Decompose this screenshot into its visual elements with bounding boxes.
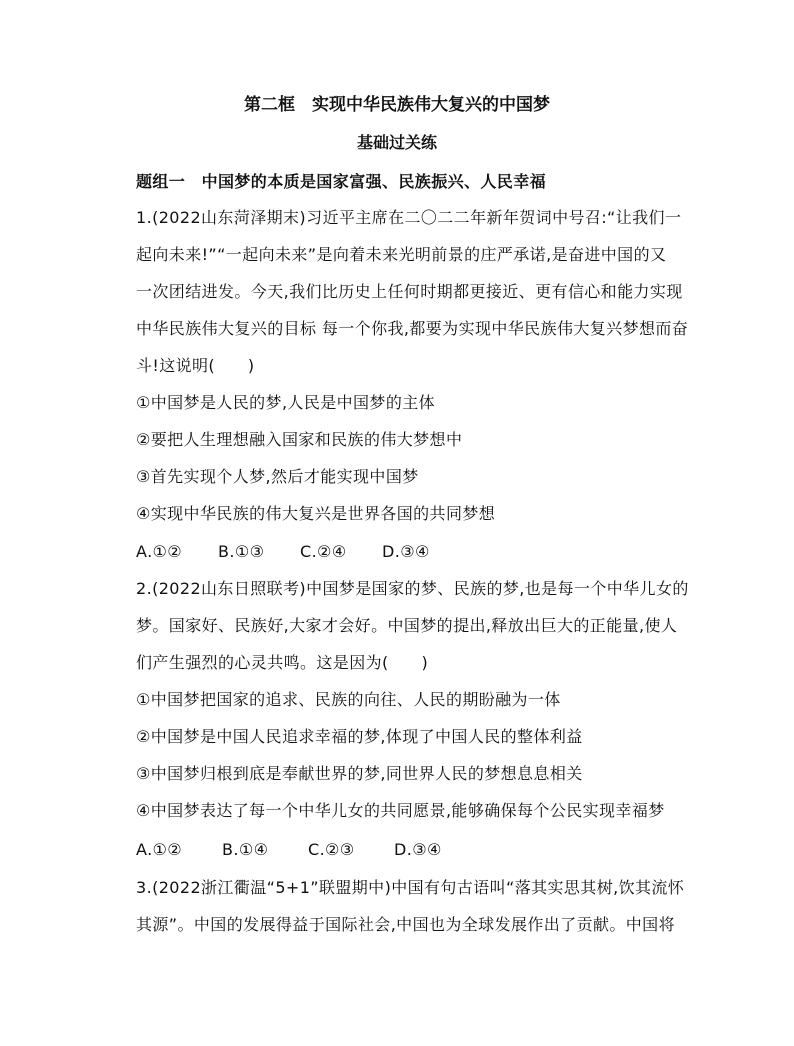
question-1-line: 中华民族伟大复兴的目标 每一个你我,都要为实现中华民族伟大复兴梦想而奋 (136, 319, 689, 338)
option-b[interactable]: B.①④ (222, 840, 269, 859)
question-2-statement: ①中国梦把国家的追求、民族的向往、人民的期盼融为一体 (136, 690, 561, 709)
question-3-line: 其源”。中国的发展得益于国际社会,中国也为全球发展作出了贡献。中国将 (136, 915, 675, 934)
question-1-options (136, 541, 464, 563)
question-1-statement: ①中国梦是人民的梦,人民是中国梦的主体 (136, 393, 436, 412)
question-1-statement: ③首先实现个人梦,然后才能实现中国梦 (136, 467, 419, 486)
question-1-statement: ②要把人生理想融入国家和民族的伟大梦想中 (136, 430, 463, 449)
question-3-line: 3.(2022浙江衢温“5+1”联盟期中)中国有句古语叫“落其实思其树,饮其流怀 (136, 878, 685, 897)
practice-subtitle: 基础过关练 (356, 133, 437, 152)
question-2-statement: ③中国梦归根到底是奉献世界的梦,同世界人民的梦想息息相关 (136, 764, 583, 783)
question-2-line: 2.(2022山东日照联考)中国梦是国家的梦、民族的梦,也是每一个中华儿女的 (136, 579, 689, 598)
question-1-line: 斗!这说明( ) (136, 356, 255, 375)
group-heading: 题组一 中国梦的本质是国家富强、民族振兴、人民幸福 (136, 172, 547, 191)
option-c[interactable]: C.②④ (300, 542, 347, 561)
option-d[interactable]: D.③④ (394, 840, 442, 859)
question-2-statement: ②中国梦是中国人民追求幸福的梦,体现了中国人民的整体利益 (136, 727, 583, 746)
option-c[interactable]: C.②③ (308, 840, 355, 859)
option-d[interactable]: D.③④ (382, 542, 430, 561)
question-2-line: 们产生强烈的心灵共鸣。这是因为( ) (136, 653, 429, 672)
section-title: 第二框 实现中华民族伟大复兴的中国梦 (244, 95, 550, 115)
question-2-statement: ④中国梦表达了每一个中华儿女的共同愿景,能够确保每个公民实现幸福梦 (136, 801, 665, 820)
option-b[interactable]: B.①③ (218, 542, 265, 561)
question-1-line: 起向未来!”“一起向未来”是向着未来光明前景的庄严承诺,是奋进中国的又 (136, 245, 667, 264)
option-a[interactable]: A.①② (136, 840, 183, 859)
question-1-statement: ④实现中华民族的伟大复兴是世界各国的共同梦想 (136, 504, 496, 523)
option-a[interactable]: A.①② (136, 542, 183, 561)
question-2-line: 梦。国家好、民族好,大家才会好。中国梦的提出,释放出巨大的正能量,使人 (136, 616, 678, 635)
question-2-options (136, 839, 442, 861)
question-1-line: 1.(2022山东菏泽期末)习近平主席在二〇二二年新年贺词中号召:“让我们一 (136, 208, 682, 227)
question-1-line: 一次团结进发。今天,我们比历史上任何时期都更接近、更有信心和能力实现 (136, 282, 683, 301)
